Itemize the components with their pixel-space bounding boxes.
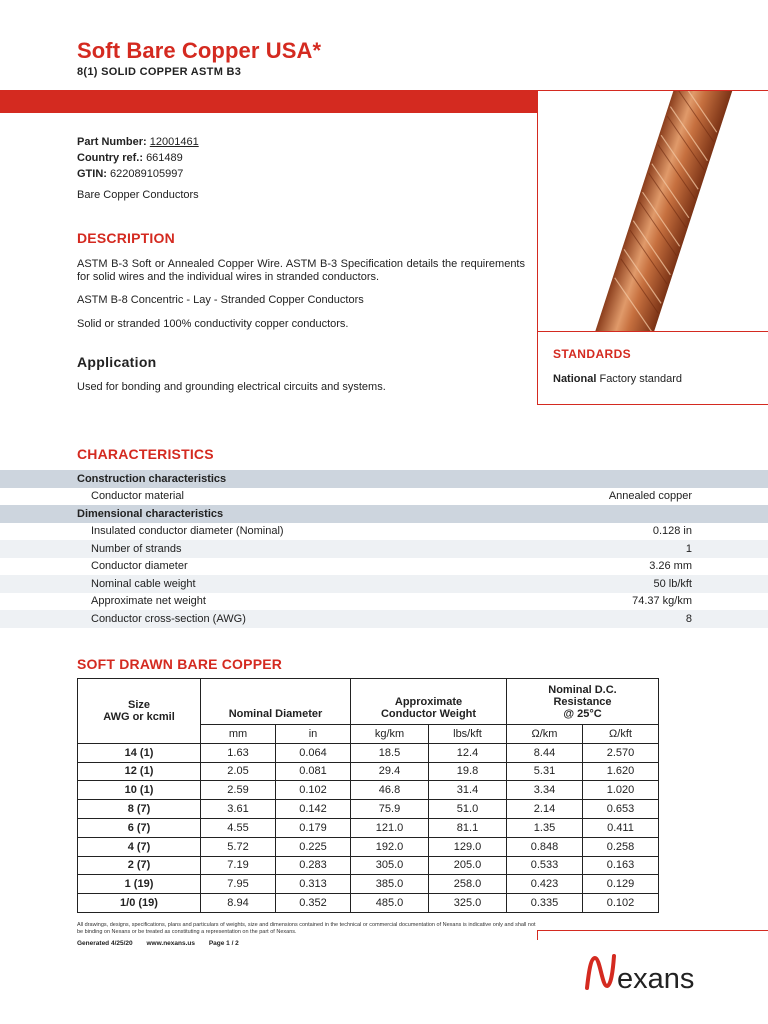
size-cell: 1 (19) (78, 875, 201, 894)
soft-drawn-table (77, 678, 659, 913)
char-value: 1 (685, 542, 692, 555)
value-cell: 75.9 (351, 800, 429, 819)
unit-cell: lbs/kft (429, 725, 507, 744)
value-cell: 3.61 (201, 800, 276, 819)
value-cell: 51.0 (429, 800, 507, 819)
application-text: Used for bonding and grounding electrical circuits and systems. (77, 381, 386, 393)
header-size: Size AWG or kcmil (78, 679, 201, 744)
value-cell: 29.4 (351, 762, 429, 781)
value-cell: 4.55 (201, 818, 276, 837)
value-cell: 1.35 (507, 818, 583, 837)
nexans-logo (583, 950, 723, 999)
char-group-label: Dimensional characteristics (77, 507, 224, 520)
value-cell: 2.59 (201, 781, 276, 800)
part-number-link[interactable]: 12001461 (149, 136, 199, 148)
table-row (78, 856, 659, 875)
value-cell: 0.081 (276, 762, 351, 781)
description-paragraph-2: ASTM B-8 Concentric - Lay - Stranded Copper Conductors (77, 294, 364, 306)
table-header-row (78, 679, 659, 725)
unit-cell: in (276, 725, 351, 744)
panel-divider (538, 331, 768, 332)
product-family: Bare Copper Conductors (77, 189, 199, 201)
footer-line (77, 940, 251, 947)
value-cell: 129.0 (429, 837, 507, 856)
value-cell: 2.05 (201, 762, 276, 781)
char-value: Annealed copper (608, 490, 692, 503)
product-meta (77, 134, 199, 182)
value-cell: 18.5 (351, 743, 429, 762)
value-cell: 205.0 (429, 856, 507, 875)
char-group-label: Construction characteristics (77, 472, 227, 485)
value-cell: 12.4 (429, 743, 507, 762)
header-weight: Approximate Conductor Weight (351, 679, 507, 725)
value-cell: 0.258 (583, 837, 659, 856)
value-cell: 1.63 (201, 743, 276, 762)
country-ref-line (77, 150, 199, 166)
application-heading: Application (77, 354, 157, 370)
unit-cell: mm (201, 725, 276, 744)
char-group-construction (0, 470, 768, 488)
size-cell: 14 (1) (78, 743, 201, 762)
char-row (0, 593, 768, 611)
part-number-label: Part Number: (77, 136, 147, 148)
char-label: Conductor diameter (91, 560, 188, 573)
generated-date: Generated 4/25/20 (77, 940, 133, 947)
part-number-line (77, 134, 199, 150)
value-cell: 0.102 (276, 781, 351, 800)
char-group-dimensional (0, 505, 768, 523)
char-row (0, 610, 768, 628)
header-diameter: Nominal Diameter (201, 679, 351, 725)
size-cell: 8 (7) (78, 800, 201, 819)
logo-text: exans (617, 963, 695, 994)
header-red-bar (0, 90, 537, 113)
country-ref-label: Country ref.: (77, 152, 143, 164)
characteristics-heading: CHARACTERISTICS (77, 446, 214, 462)
description-heading: DESCRIPTION (77, 230, 175, 246)
country-ref-value: 661489 (146, 152, 183, 164)
value-cell: 0.653 (583, 800, 659, 819)
value-cell: 121.0 (351, 818, 429, 837)
value-cell: 8.94 (201, 894, 276, 913)
value-cell: 0.411 (583, 818, 659, 837)
characteristics-table (0, 470, 768, 628)
size-cell: 10 (1) (78, 781, 201, 800)
char-label: Insulated conductor diameter (Nominal) (91, 525, 284, 538)
value-cell: 81.1 (429, 818, 507, 837)
disclaimer-text: All drawings, designs, specifications, plans and particulars of weights, size and dimensions contained in the technical or commercial documentation of Nexans is indicative only and shall not be binding on Nexans or be treated as constituting a representation on the part of Nexans. (77, 922, 536, 935)
product-title: Soft Bare Copper USA* (77, 38, 322, 63)
value-cell: 0.533 (507, 856, 583, 875)
value-cell: 8.44 (507, 743, 583, 762)
right-panel (537, 90, 768, 405)
description-paragraph-1: ASTM B-3 Soft or Annealed Copper Wire. ASTM B-3 Specification details the requirements for solid wires and the individual wires in stranded conductors. (77, 258, 525, 283)
table-row (78, 800, 659, 819)
value-cell: 5.72 (201, 837, 276, 856)
char-value: 74.37 kg/km (632, 595, 692, 608)
value-cell: 0.179 (276, 818, 351, 837)
value-cell: 485.0 (351, 894, 429, 913)
char-value: 50 lb/kft (653, 577, 692, 590)
gtin-value: 622089105997 (110, 168, 184, 180)
size-cell: 6 (7) (78, 818, 201, 837)
size-cell: 1/0 (19) (78, 894, 201, 913)
char-value: 3.26 mm (649, 560, 692, 573)
size-cell: 12 (1) (78, 762, 201, 781)
char-label: Conductor cross-section (AWG) (91, 612, 246, 625)
value-cell: 0.163 (583, 856, 659, 875)
value-cell: 192.0 (351, 837, 429, 856)
size-cell: 4 (7) (78, 837, 201, 856)
value-cell: 3.34 (507, 781, 583, 800)
footer-rule-vertical (537, 930, 538, 940)
standards-heading: STANDARDS (553, 347, 632, 361)
value-cell: 2.570 (583, 743, 659, 762)
char-row (0, 540, 768, 558)
document-header (77, 38, 321, 78)
description-paragraph-3: Solid or stranded 100% conductivity copper conductors. (77, 318, 349, 330)
footer-rule (537, 930, 768, 931)
unit-cell: Ω/km (507, 725, 583, 744)
table-row (78, 875, 659, 894)
cable-photo (538, 91, 768, 331)
value-cell: 385.0 (351, 875, 429, 894)
standards-value: Factory standard (599, 373, 683, 385)
value-cell: 31.4 (429, 781, 507, 800)
value-cell: 305.0 (351, 856, 429, 875)
value-cell: 1.020 (583, 781, 659, 800)
value-cell: 0.142 (276, 800, 351, 819)
char-value: 8 (685, 612, 692, 625)
char-label: Conductor material (91, 490, 184, 503)
product-subtitle: 8(1) SOLID COPPER ASTM B3 (77, 66, 242, 78)
value-cell: 0.129 (583, 875, 659, 894)
size-cell: 2 (7) (78, 856, 201, 875)
value-cell: 1.620 (583, 762, 659, 781)
copper-cable-image (538, 91, 768, 331)
value-cell: 325.0 (429, 894, 507, 913)
char-row (0, 523, 768, 541)
nexans-logo-mark-icon (583, 950, 723, 994)
value-cell: 0.335 (507, 894, 583, 913)
header-resistance: Nominal D.C. Resistance @ 25°C (507, 679, 659, 725)
value-cell: 46.8 (351, 781, 429, 800)
char-row (0, 488, 768, 506)
value-cell: 0.283 (276, 856, 351, 875)
soft-drawn-heading: SOFT DRAWN BARE COPPER (77, 656, 283, 672)
table-row (78, 818, 659, 837)
unit-cell: kg/km (351, 725, 429, 744)
table-row (78, 837, 659, 856)
value-cell: 0.423 (507, 875, 583, 894)
value-cell: 0.064 (276, 743, 351, 762)
value-cell: 7.19 (201, 856, 276, 875)
value-cell: 7.95 (201, 875, 276, 894)
table-row (78, 894, 659, 913)
char-label: Nominal cable weight (91, 577, 196, 590)
unit-cell: Ω/kft (583, 725, 659, 744)
char-label: Number of strands (91, 542, 182, 555)
value-cell: 0.102 (583, 894, 659, 913)
char-label: Approximate net weight (91, 595, 206, 608)
standards-national (553, 373, 682, 385)
char-value: 0.128 in (652, 525, 692, 538)
value-cell: 0.225 (276, 837, 351, 856)
value-cell: 0.848 (507, 837, 583, 856)
char-row (0, 558, 768, 576)
value-cell: 5.31 (507, 762, 583, 781)
table-row (78, 781, 659, 800)
value-cell: 19.8 (429, 762, 507, 781)
value-cell: 0.352 (276, 894, 351, 913)
table-row (78, 743, 659, 762)
website-link[interactable]: www.nexans.us (146, 940, 195, 947)
value-cell: 2.14 (507, 800, 583, 819)
value-cell: 0.313 (276, 875, 351, 894)
value-cell: 258.0 (429, 875, 507, 894)
gtin-line (77, 166, 199, 182)
char-row (0, 575, 768, 593)
standards-label: National (553, 373, 597, 385)
page-number: Page 1 / 2 (208, 940, 239, 947)
gtin-label: GTIN: (77, 168, 107, 180)
table-row (78, 762, 659, 781)
